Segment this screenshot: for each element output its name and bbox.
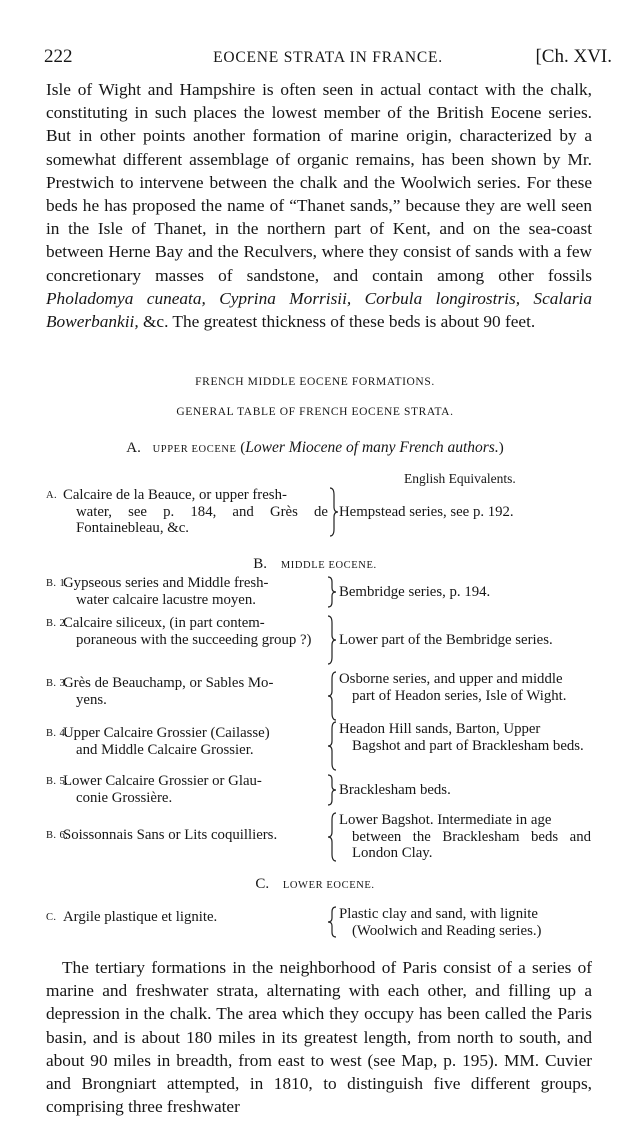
paragraph-text: Isle of Wight and Hampshire is often seen in actual contact with the chalk, constituting in such places the lowest member of the British Eocene series. But in other points another formation of marine origin, characterized by a somewhat different assemblage of organic remains, has been shown by Mr. Prestwich to intervene between the chalk and the Woolwich series. For these beds he has proposed the name of “Thanet sands,” because they are well seen in the Isle of Thanet, in the northern part of Kent, and on the sea-coast between Herne Bay and the Reculvers, where they consist of sands with a few concretionary masses of sandstone, and contain among other fossils (46, 80, 592, 285)
paragraph-thanet-sands (46, 78, 592, 333)
french-text: Calcaire de la Beauce, or upper fresh- (63, 487, 287, 503)
french-text: Argile plastique et lignite. (63, 909, 218, 925)
row-code: C. (46, 912, 57, 923)
right-brace (327, 615, 337, 665)
english-text-cont: (Woolwich and Reading series.) (352, 922, 542, 939)
french-text: Soissonnais Sans or Lits coquilliers. (63, 827, 278, 843)
english-equivalent (339, 632, 591, 649)
english-text: Bracklesham beds. (339, 782, 451, 798)
chapter-label: [Ch. XVI. (535, 46, 612, 67)
french-text: Lower Calcaire Grossier or Glau- (63, 773, 262, 789)
english-equivalent (339, 906, 591, 939)
english-text: Osborne series, and upper and middle (339, 671, 563, 687)
upper-name: UPPER EOCENE (152, 444, 237, 455)
french-formation (46, 675, 328, 708)
english-text: Headon Hill sands, Barton, Upper (339, 721, 541, 737)
english-text: Lower Bagshot. Intermediate in age (339, 812, 552, 828)
section-heading: FRENCH MIDDLE EOCENE FORMATIONS. (195, 376, 435, 388)
french-text-cont: poraneous with the succeeding group ?) (76, 631, 312, 648)
french-text-cont: conie Grossière. (76, 789, 173, 806)
french-text-cont: water, see p. 184, and Grès de Fontainebleau, &c. (76, 503, 328, 536)
left-brace (327, 721, 337, 771)
english-equivalent (339, 671, 591, 704)
english-equivalent (339, 782, 591, 799)
french-formation (46, 773, 328, 806)
english-text: Bembridge series, p. 194. (339, 584, 491, 600)
french-text: Upper Calcaire Grossier (Cailasse) (63, 725, 270, 741)
row-code: B. 4. (46, 728, 69, 739)
middle-eocene-heading (0, 556, 630, 573)
fossil-names: Pholadomya cuneata, Cyprina Morrisii, Corbula longirostris, Scalaria Bowerbankii, (46, 288, 592, 332)
french-text: Calcaire siliceux, (in part contem- (63, 615, 265, 631)
page-number: 222 (44, 46, 73, 67)
english-text-cont: Bagshot and part of Bracklesham beds. (352, 737, 584, 754)
english-text: Hempstead series, see p. 192. (339, 504, 514, 520)
english-text: Lower part of the Bembridge series. (339, 632, 553, 648)
lower-label: C. (255, 876, 270, 892)
paragraph-paris-basin: The tertiary formations in the neighborhood of Paris consist of a series of marine and freshwater strata, alternating with each other, and filling up a depression in the chalk. The area which they occupy has been called the Paris basin, and is about 180 miles in its greatest length, from north to south, and about 90 miles in breadth, from east to west (see Map, p. 195). MM. Cuvier and Brongniart attempted, in 1810, to distinguish five different groups, comprising three freshwater (46, 958, 592, 1117)
left-brace (327, 906, 337, 938)
french-formation (46, 909, 328, 926)
upper-note: Lower Miocene of many French authors. (245, 439, 499, 456)
french-text-cont: yens. (76, 691, 107, 708)
row-code: B. 6. (46, 830, 69, 841)
row-code: B. 3. (46, 678, 69, 689)
english-equivalent (339, 504, 591, 521)
english-equivalent (339, 584, 591, 601)
row-code: B. 2. (46, 618, 69, 629)
left-brace (327, 671, 337, 721)
lower-eocene-heading (0, 876, 630, 893)
lower-name: LOWER EOCENE. (282, 880, 375, 891)
running-title: EOCENE STRATA IN FRANCE. (213, 49, 443, 66)
upper-note-open: ( (240, 440, 246, 456)
french-formation (46, 725, 328, 758)
english-equivalents-heading: English Equivalents. (404, 471, 516, 486)
running-header (44, 46, 612, 72)
upper-label: A. (126, 440, 141, 456)
french-formation (46, 615, 328, 648)
row-code: B. 1. (46, 578, 69, 589)
right-brace (327, 774, 337, 806)
french-formation (46, 575, 328, 608)
middle-label: B. (253, 556, 268, 572)
middle-name: MIDDLE EOCENE. (280, 560, 377, 571)
right-brace (327, 576, 337, 608)
french-text-cont: water calcaire lacustre moyen. (76, 591, 256, 608)
english-equivalent (339, 812, 591, 862)
french-text-cont: and Middle Calcaire Grossier. (76, 741, 254, 758)
french-formation (46, 827, 328, 844)
table-title: GENERAL TABLE OF FRENCH EOCENE STRATA. (176, 406, 454, 418)
french-text: Gypseous series and Middle fresh- (63, 575, 269, 591)
french-formation (46, 487, 328, 537)
english-text-cont: between the Bracklesham beds and London Clay. (352, 828, 591, 861)
row-code: A. (46, 490, 58, 501)
paragraph-text-end: &c. The greatest thickness of these beds is about 90 feet. (138, 312, 536, 332)
english-text-cont: part of Headon series, Isle of Wight. (352, 687, 567, 704)
english-equivalent (339, 721, 591, 754)
english-text: Plastic clay and sand, with lignite (339, 906, 538, 922)
french-text: Grès de Beauchamp, or Sables Mo- (63, 675, 274, 691)
left-brace (327, 812, 337, 862)
upper-note-close: ) (498, 440, 504, 456)
right-brace (329, 487, 339, 537)
row-code: B. 5. (46, 776, 69, 787)
upper-eocene-heading (0, 439, 630, 457)
